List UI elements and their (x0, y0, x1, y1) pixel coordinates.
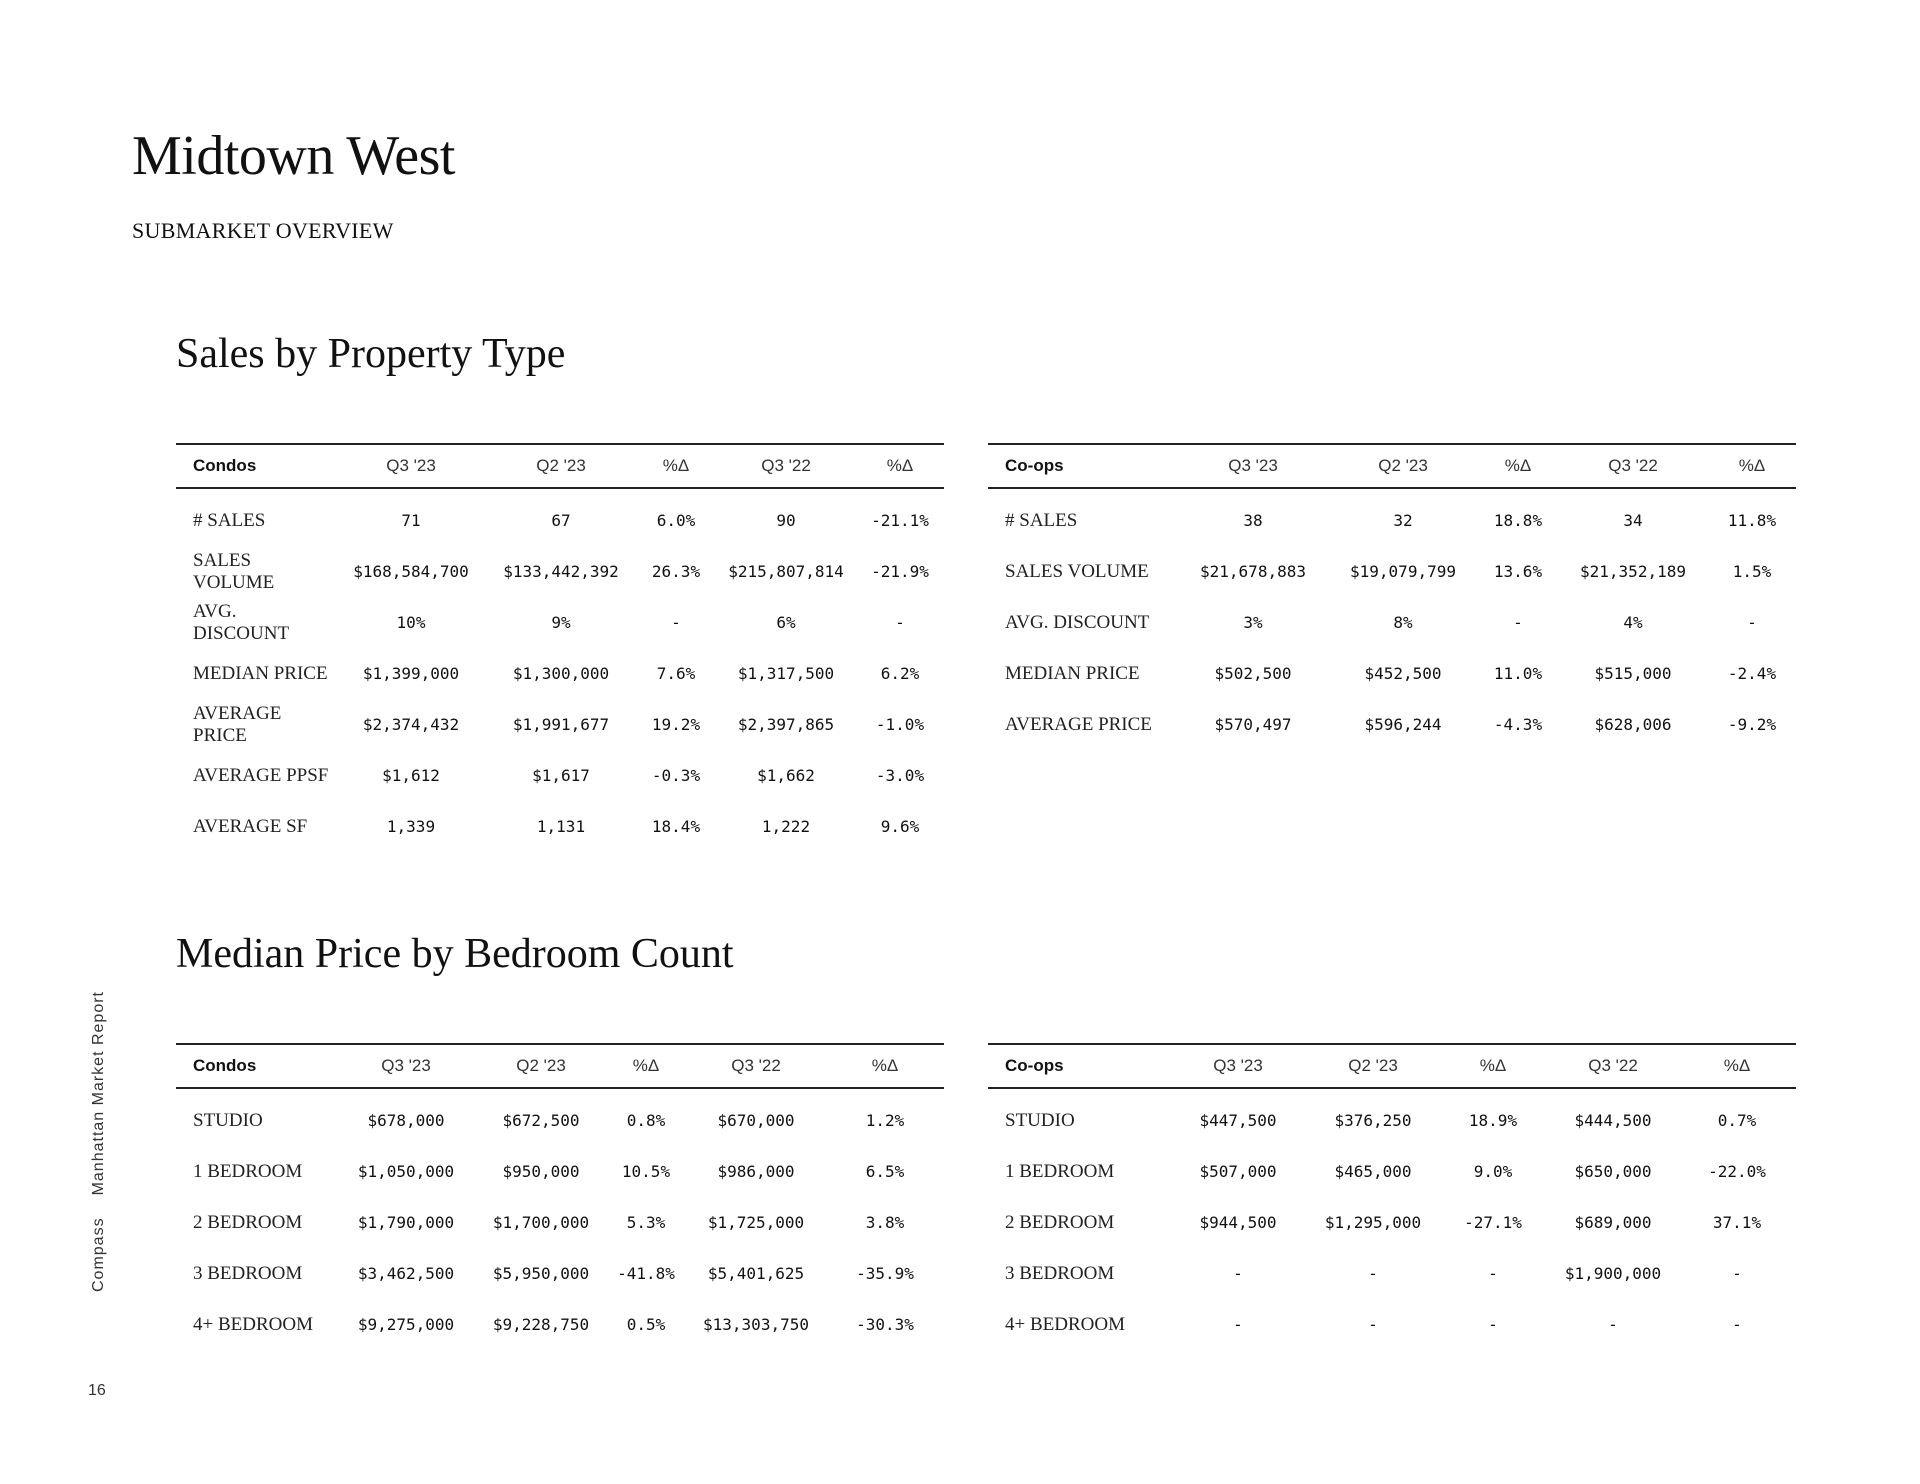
table-cell: $670,000 (717, 1111, 795, 1130)
table-cell: 3.8% (865, 1213, 905, 1232)
row-label: 2 BEDROOM (1005, 1211, 1115, 1233)
row-label: AVERAGE PRICE (193, 702, 282, 746)
table-cell: 26.3% (651, 562, 701, 581)
table-cell: 5.3% (626, 1213, 666, 1232)
table-cell: 34 (1623, 511, 1643, 530)
column-header: %Δ (606, 1044, 686, 1088)
table-cell: $452,500 (1364, 664, 1442, 683)
table-cell: - (1233, 1264, 1243, 1283)
table-cell: 7.6% (656, 664, 696, 683)
table-row (176, 1248, 944, 1299)
table-cell: 1.5% (1732, 562, 1772, 581)
table-cell: 6.5% (865, 1162, 905, 1181)
row-label: 3 BEDROOM (1005, 1262, 1115, 1284)
table-cell: - (1732, 1315, 1742, 1334)
table-cell: - (895, 613, 905, 632)
row-label: SALES VOLUME (1005, 560, 1149, 582)
table-cell: $5,950,000 (492, 1264, 590, 1283)
table-cell: - (671, 613, 681, 632)
table-cell: $215,807,814 (728, 562, 844, 581)
table-cell: $507,000 (1199, 1162, 1277, 1181)
column-header: Q3 '22 (1558, 444, 1708, 488)
row-label: AVERAGE PRICE (1005, 713, 1152, 735)
table-cell: 9% (551, 613, 571, 632)
row-label: STUDIO (193, 1109, 263, 1131)
row-label: # SALES (193, 509, 266, 531)
table-cell: $5,401,625 (707, 1264, 805, 1283)
table-cell: -41.8% (617, 1264, 675, 1283)
table-cell: -21.9% (871, 562, 929, 581)
table-cell: $376,250 (1334, 1111, 1412, 1130)
table-row (988, 488, 1796, 546)
row-label: AVG. DISCOUNT (193, 600, 290, 644)
column-header: Q3 '23 (336, 1044, 476, 1088)
table-cell: $596,244 (1364, 715, 1442, 734)
table-cell: $1,300,000 (512, 664, 610, 683)
table-cell: - (1513, 613, 1523, 632)
table-cell: $3,462,500 (357, 1264, 455, 1283)
column-header: %Δ (1438, 1044, 1548, 1088)
page-subtitle: SUBMARKET OVERVIEW (132, 218, 394, 243)
table-cell: 1,131 (536, 817, 586, 836)
table-cell: $2,397,865 (737, 715, 835, 734)
coops-sales-table (988, 443, 1796, 750)
brand-name: Compass (90, 1217, 107, 1292)
row-label: AVERAGE SF (193, 815, 308, 837)
table-cell: - (1233, 1315, 1243, 1334)
table-cell: $2,374,432 (362, 715, 460, 734)
table-cell: $444,500 (1574, 1111, 1652, 1130)
table-row (176, 1088, 944, 1146)
table-cell: - (1368, 1264, 1378, 1283)
table-cell: 0.5% (626, 1315, 666, 1334)
page-number: 16 (88, 1382, 106, 1399)
table-category-header: Co-ops (988, 1044, 1168, 1088)
table-cell: 18.9% (1468, 1111, 1518, 1130)
table-cell: -21.1% (871, 511, 929, 530)
table-cell: 3% (1243, 613, 1263, 632)
table-row (176, 699, 944, 750)
table-cell: 19.2% (651, 715, 701, 734)
row-label: 4+ BEDROOM (193, 1313, 313, 1335)
table-row (176, 648, 944, 699)
table-cell: 90 (776, 511, 796, 530)
table-cell: 6.2% (880, 664, 920, 683)
table-cell: 37.1% (1712, 1213, 1762, 1232)
table-cell: 67 (551, 511, 571, 530)
table-cell: $1,790,000 (357, 1213, 455, 1232)
table-row (988, 1146, 1796, 1197)
row-label: SALES VOLUME (193, 549, 275, 593)
table-cell: $19,079,799 (1350, 562, 1456, 581)
row-label: 4+ BEDROOM (1005, 1313, 1125, 1335)
table-cell: $678,000 (367, 1111, 445, 1130)
section-title-sales-by-property-type: Sales by Property Type (176, 331, 566, 377)
table-header-row (176, 444, 944, 488)
report-name: Manhattan Market Report (90, 991, 107, 1196)
column-header: %Δ (636, 444, 716, 488)
table-cell: - (1488, 1264, 1498, 1283)
column-header: %Δ (1678, 1044, 1796, 1088)
row-label: 2 BEDROOM (193, 1211, 303, 1233)
column-header: Q3 '23 (1168, 1044, 1308, 1088)
table-category-header: Condos (176, 1044, 336, 1088)
column-header: Q3 '22 (1548, 1044, 1678, 1088)
table-cell: $689,000 (1574, 1213, 1652, 1232)
table-row (988, 597, 1796, 648)
table-cell: $21,352,189 (1580, 562, 1686, 581)
table-cell: 10% (396, 613, 426, 632)
table-header-row (988, 444, 1796, 488)
table-cell: $13,303,750 (703, 1315, 809, 1334)
table-cell: 1,339 (386, 817, 436, 836)
table-cell: 11.8% (1727, 511, 1777, 530)
column-header: Q2 '23 (476, 1044, 606, 1088)
condos-bedroom-table (176, 1043, 944, 1350)
table-cell: $21,678,883 (1200, 562, 1306, 581)
side-footer (90, 991, 108, 1292)
table-cell: - (1747, 613, 1757, 632)
table-category-header: Co-ops (988, 444, 1178, 488)
table-cell: -4.3% (1493, 715, 1543, 734)
table-cell: $650,000 (1574, 1162, 1652, 1181)
table-cell: $1,317,500 (737, 664, 835, 683)
table-cell: -0.3% (651, 766, 701, 785)
table-cell: 0.8% (626, 1111, 666, 1130)
table-cell: -22.0% (1708, 1162, 1766, 1181)
table-cell: $1,725,000 (707, 1213, 805, 1232)
table-cell: $465,000 (1334, 1162, 1412, 1181)
table-header-row (176, 1044, 944, 1088)
table-row (176, 750, 944, 801)
table-row (176, 597, 944, 648)
table-cell: 18.8% (1493, 511, 1543, 530)
coops-bedroom-table (988, 1043, 1796, 1350)
table-cell: $502,500 (1214, 664, 1292, 683)
table-row (988, 1299, 1796, 1350)
table-row (988, 699, 1796, 750)
column-header: Q2 '23 (1328, 444, 1478, 488)
table-cell: $447,500 (1199, 1111, 1277, 1130)
table-cell: - (1368, 1315, 1378, 1334)
table-cell: - (1732, 1264, 1742, 1283)
table-cell: $672,500 (502, 1111, 580, 1130)
row-label: MEDIAN PRICE (193, 662, 328, 684)
table-cell: $950,000 (502, 1162, 580, 1181)
column-header: %Δ (856, 444, 944, 488)
column-header: %Δ (1708, 444, 1796, 488)
table-row (176, 1299, 944, 1350)
table-row (176, 801, 944, 852)
row-label: AVERAGE PPSF (193, 764, 329, 786)
table-row (176, 488, 944, 546)
table-cell: -2.4% (1727, 664, 1777, 683)
table-row (176, 546, 944, 597)
table-header-row (988, 1044, 1796, 1088)
table-cell: 18.4% (651, 817, 701, 836)
table-cell: - (1488, 1315, 1498, 1334)
table-cell: 11.0% (1493, 664, 1543, 683)
table-cell: $168,584,700 (353, 562, 469, 581)
table-row (988, 648, 1796, 699)
table-cell: 6.0% (656, 511, 696, 530)
table-cell: $9,275,000 (357, 1315, 455, 1334)
table-row (176, 1197, 944, 1248)
table-cell: $570,497 (1214, 715, 1292, 734)
column-header: Q3 '23 (1178, 444, 1328, 488)
table-cell: 8% (1393, 613, 1413, 632)
row-label: MEDIAN PRICE (1005, 662, 1140, 684)
table-cell: 6% (776, 613, 796, 632)
table-cell: 4% (1623, 613, 1643, 632)
table-row (988, 1248, 1796, 1299)
table-cell: -3.0% (875, 766, 925, 785)
table-row (988, 1088, 1796, 1146)
row-label: 3 BEDROOM (193, 1262, 303, 1284)
table-cell: $9,228,750 (492, 1315, 590, 1334)
column-header: Q3 '23 (336, 444, 486, 488)
table-cell: $1,612 (382, 766, 440, 785)
table-cell: -35.9% (856, 1264, 914, 1283)
row-label: AVG. DISCOUNT (1005, 611, 1150, 633)
table-cell: $1,700,000 (492, 1213, 590, 1232)
row-label: 1 BEDROOM (1005, 1160, 1115, 1182)
table-cell: $1,662 (757, 766, 815, 785)
table-cell: $1,617 (532, 766, 590, 785)
row-label: # SALES (1005, 509, 1078, 531)
column-header: Q2 '23 (1308, 1044, 1438, 1088)
table-cell: 10.5% (621, 1162, 671, 1181)
row-label: 1 BEDROOM (193, 1160, 303, 1182)
column-header: %Δ (1478, 444, 1558, 488)
table-cell: 13.6% (1493, 562, 1543, 581)
row-label: STUDIO (1005, 1109, 1075, 1131)
column-header: Q3 '22 (716, 444, 856, 488)
table-row (988, 546, 1796, 597)
table-cell: 1,222 (761, 817, 811, 836)
table-row (988, 1197, 1796, 1248)
condos-sales-table (176, 443, 944, 852)
table-cell: 71 (401, 511, 421, 530)
section-title-median-price-by-bedroom: Median Price by Bedroom Count (176, 931, 734, 977)
table-cell: $1,991,677 (512, 715, 610, 734)
table-cell: 9.6% (880, 817, 920, 836)
table-cell: $1,050,000 (357, 1162, 455, 1181)
table-cell: - (1608, 1315, 1618, 1334)
column-header: %Δ (826, 1044, 944, 1088)
page-title: Midtown West (132, 125, 455, 187)
table-cell: -9.2% (1727, 715, 1777, 734)
table-category-header: Condos (176, 444, 336, 488)
table-cell: 9.0% (1473, 1162, 1513, 1181)
column-header: Q3 '22 (686, 1044, 826, 1088)
table-cell: $1,399,000 (362, 664, 460, 683)
table-cell: 32 (1393, 511, 1413, 530)
table-cell: $133,442,392 (503, 562, 619, 581)
table-cell: $986,000 (717, 1162, 795, 1181)
table-row (176, 1146, 944, 1197)
column-header: Q2 '23 (486, 444, 636, 488)
table-cell: 38 (1243, 511, 1263, 530)
table-cell: -30.3% (856, 1315, 914, 1334)
table-cell: 1.2% (865, 1111, 905, 1130)
table-cell: $1,900,000 (1564, 1264, 1662, 1283)
table-cell: -27.1% (1464, 1213, 1522, 1232)
table-cell: $628,006 (1594, 715, 1672, 734)
table-cell: $515,000 (1594, 664, 1672, 683)
table-cell: -1.0% (875, 715, 925, 734)
table-cell: $944,500 (1199, 1213, 1277, 1232)
table-cell: 0.7% (1717, 1111, 1757, 1130)
table-cell: $1,295,000 (1324, 1213, 1422, 1232)
